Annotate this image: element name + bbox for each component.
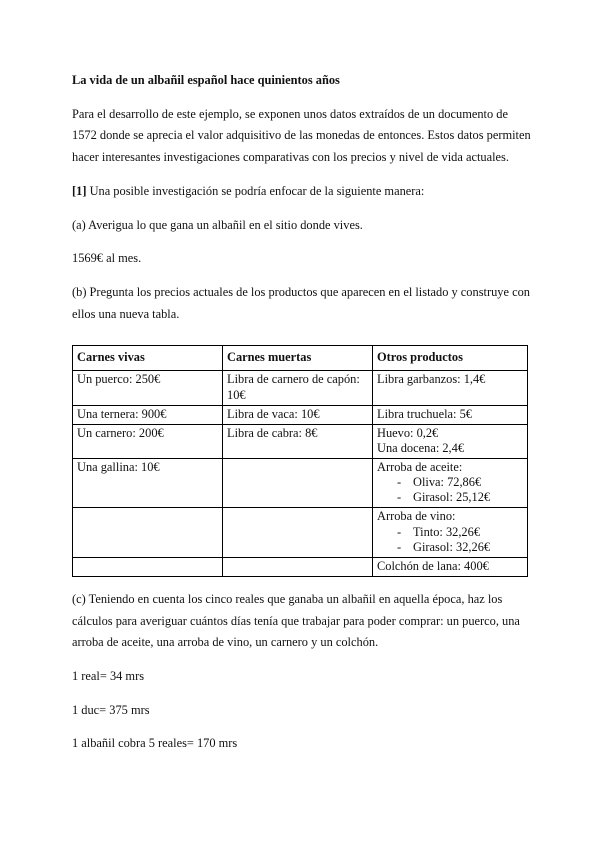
- section-1-text: Una posible investigación se podría enfocar de la siguiente manera:: [89, 183, 425, 198]
- document-title: La vida de un albañil español hace quinientos años: [72, 73, 340, 87]
- list-item: - Girasol: 32,26€: [397, 540, 523, 555]
- table-cell: Libra truchuela: 5€: [373, 405, 528, 424]
- table-cell: Una gallina: 10€: [73, 459, 223, 508]
- wine-list: [377, 525, 523, 555]
- table-cell: [223, 459, 373, 508]
- question-b: (b) Pregunta los precios actuales de los productos que aparecen en el listado y construye con ellos una nueva tabla.: [72, 284, 530, 321]
- table-cell: [223, 508, 373, 557]
- header-carnes-vivas: Carnes vivas: [73, 346, 223, 371]
- cell-line: Arroba de aceite:: [377, 460, 463, 475]
- table-cell: Un puerco: 250€: [73, 371, 223, 405]
- equivalence-albanil: 1 albañil cobra 5 reales= 170 mrs: [72, 736, 238, 751]
- table-row: [73, 508, 528, 557]
- header-carnes-muertas: Carnes muertas: [223, 346, 373, 371]
- list-item: - Girasol: 25,12€: [397, 490, 523, 505]
- table-row: [73, 405, 528, 424]
- section-1-paragraph: [72, 181, 532, 203]
- table-cell: [73, 508, 223, 557]
- table-cell: [223, 557, 373, 576]
- list-item: - Oliva: 72,86€: [397, 475, 523, 490]
- oil-list: [377, 475, 523, 505]
- table-cell: [73, 557, 223, 576]
- table-cell: Libra de vaca: 10€: [223, 405, 373, 424]
- section-1-label: [1]: [72, 183, 87, 198]
- table-row: [73, 557, 528, 576]
- intro-paragraph: Para el desarrollo de este ejemplo, se exponen unos datos extraídos de un documento de 1572 donde se aprecia el valor adquisitivo de las monedas de entonces. Estos datos permiten hacer interesantes investigaciones comparativas con los precios y nivel de vida actuales.: [72, 106, 531, 165]
- equivalence-ducado: 1 duc= 375 mrs: [72, 702, 150, 717]
- table-cell: Libra garbanzos: 1,4€: [373, 371, 528, 405]
- table-cell: Libra de carnero de capón: 10€: [223, 371, 373, 405]
- cell-line: Huevo: 0,2€: [377, 425, 439, 440]
- answer-a: 1569€ al mes.: [72, 251, 142, 266]
- table-cell: Libra de cabra: 8€: [223, 424, 373, 458]
- table-row: [73, 459, 528, 508]
- table-cell: Un carnero: 200€: [73, 424, 223, 458]
- table-row: [73, 371, 528, 405]
- question-a: (a) Averigua lo que gana un albañil en el sitio donde vives.: [72, 217, 363, 232]
- cell-line: Arroba de vino:: [377, 509, 456, 524]
- equivalence-real: 1 real= 34 mrs: [72, 669, 145, 684]
- list-item: - Tinto: 32,26€: [397, 525, 523, 540]
- cell-line: Una docena: 2,4€: [377, 440, 465, 455]
- table-cell: [373, 424, 528, 458]
- prices-table: [72, 345, 528, 577]
- table-cell: Una ternera: 900€: [73, 405, 223, 424]
- question-c: (c) Teniendo en cuenta los cinco reales que ganaba un albañil en aquella época, haz los cálculos para averiguar cuántos días tenía que trabajar para poder comprar: un puerco, una arroba de aceite, una arroba de vino, un carnero y un colchón.: [72, 591, 520, 650]
- table-cell: [373, 459, 528, 508]
- header-otros-productos: Otros productos: [373, 346, 528, 371]
- table-row: [73, 424, 528, 458]
- table-cell: Colchón de lana: 400€: [373, 557, 528, 576]
- document-page: [72, 70, 532, 767]
- table-header-row: [73, 346, 528, 371]
- table-cell: [373, 508, 528, 557]
